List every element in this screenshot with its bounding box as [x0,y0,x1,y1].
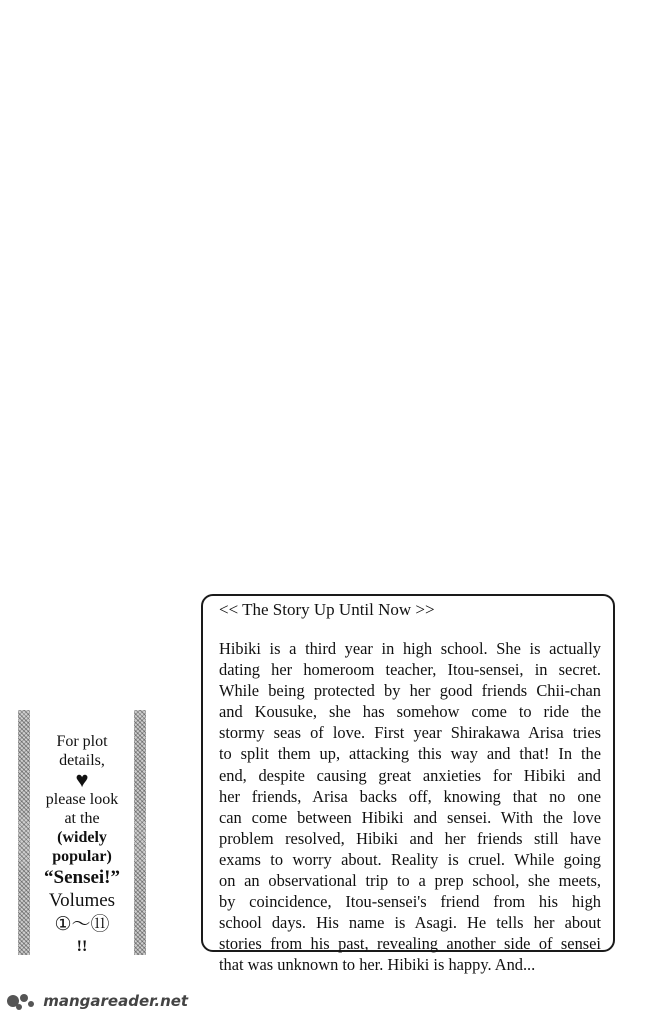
story-line: and Kousuke, she has somehow come to ride the [219,702,601,722]
story-line: dating her homeroom teacher, Itou-sensei, in secret. [219,660,601,680]
story-body [219,638,601,976]
note-line: popular) [52,848,112,865]
note-line: please look [45,791,119,808]
note-line: at the [64,810,100,827]
screentone-strip-right [134,710,146,955]
story-line: that was unknown to her. Hibiki is happy. And... [219,955,536,975]
story-line: her friends, Arisa backs off, knowing that no one [219,786,601,806]
note-line: !! [76,938,88,955]
volume-range: ①～⑪ [54,914,110,935]
story-line: While being protected by her good friends Chii-chan [219,681,601,701]
story-line: can come between Hibiki and sensei. With the love [219,807,601,827]
story-line: problem resolved, Hibiki and her friends still have [219,828,601,848]
story-line: by coincidence, Itou-sensei's friend from his high [219,892,601,912]
story-line: stormy seas of love. First year Shirakawa Arisa tries [219,723,601,743]
story-line: stories from his past, revealing another side of sensei [219,934,601,954]
note-line: Volumes [48,890,116,911]
story-heading: << The Story Up Until Now >> [219,600,435,619]
story-line: Hibiki is a third year in high school. She is actually [219,639,601,658]
story-line: to split them up, attacking this way and that! In the [219,744,601,764]
story-line: exams to worry about. Reality is cruel. While going [219,849,601,869]
note-line: details, [59,752,105,769]
note-line: For plot [56,733,108,750]
screentone-strip-left [18,710,30,955]
note-line: (widely [57,829,107,846]
story-line: school days. His name is Asagi. He tells her about [219,913,601,933]
series-title: “Sensei!” [44,867,120,888]
story-line: end, despite causing great anxieties for Hibiki and [219,765,601,785]
watermark-text: mangareader.net [43,992,189,1010]
story-line: on an observational trip to a prep school, she meets, [219,871,601,891]
reader-logo-icon [4,990,38,1012]
site-watermark [4,990,188,1014]
plot-details-note [30,732,134,956]
heart-icon: ♥ [75,767,89,792]
